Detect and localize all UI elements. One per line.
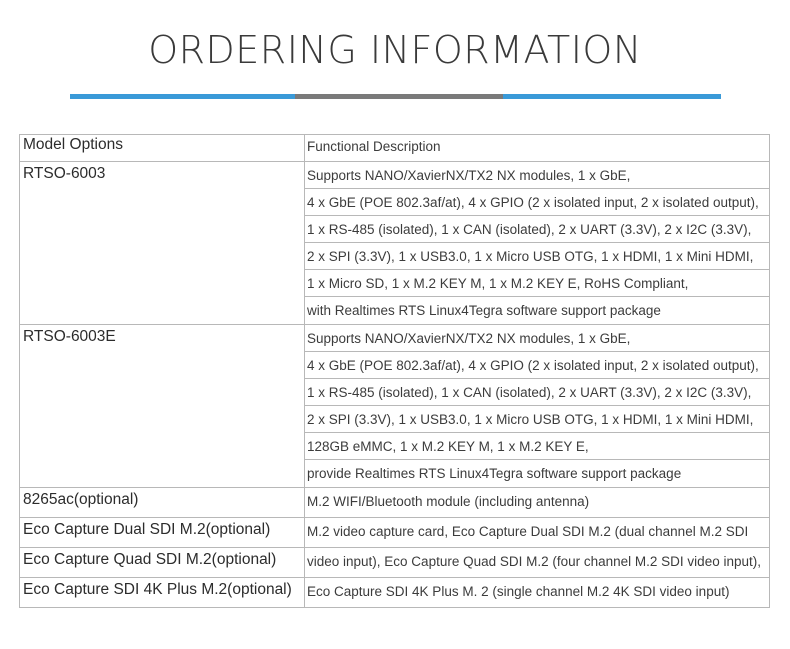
page-title: ORDERING INFORMATION xyxy=(148,28,642,72)
description-line: Supports NANO/XavierNX/TX2 NX modules, 1 x GbE, xyxy=(305,325,769,352)
description-line: 1 x Micro SD, 1 x M.2 KEY M, 1 x M.2 KEY E, RoHS Compliant, xyxy=(305,270,769,297)
description-cell xyxy=(305,548,770,578)
description-cell xyxy=(305,518,770,548)
description-line: 4 x GbE (POE 802.3af/at), 4 x GPIO (2 x isolated input, 2 x isolated output), xyxy=(305,189,769,216)
table-row xyxy=(20,325,770,488)
description-line: Supports NANO/XavierNX/TX2 NX modules, 1 x GbE, xyxy=(305,162,769,189)
description-line: Eco Capture SDI 4K Plus M. 2 (single channel M.2 4K SDI video input) xyxy=(307,584,730,599)
header-model-options: Model Options xyxy=(20,135,305,162)
model-cell: Eco Capture SDI 4K Plus M.2(optional) xyxy=(20,578,305,608)
model-cell: Eco Capture Dual SDI M.2(optional) xyxy=(20,518,305,548)
description-line: 1 x RS-485 (isolated), 1 x CAN (isolated), 2 x UART (3.3V), 2 x I2C (3.3V), xyxy=(305,216,769,243)
description-line: provide Realtimes RTS Linux4Tegra software support package xyxy=(307,466,682,481)
table-row xyxy=(20,488,770,518)
table-header-row xyxy=(20,135,770,162)
description-line: 2 x SPI (3.3V), 1 x USB3.0, 1 x Micro USB OTG, 1 x HDMI, 1 x Mini HDMI, xyxy=(305,406,769,433)
model-cell: 8265ac(optional) xyxy=(20,488,305,518)
title-underline-middle xyxy=(295,94,503,99)
description-cell xyxy=(305,325,770,488)
description-cell xyxy=(305,162,770,325)
title-underline-left xyxy=(70,94,295,99)
table-row xyxy=(20,162,770,325)
table-row xyxy=(20,578,770,608)
description-cell xyxy=(305,578,770,608)
description-line: M.2 WIFI/Bluetooth module (including antenna) xyxy=(307,494,590,509)
description-line: 4 x GbE (POE 802.3af/at), 4 x GPIO (2 x isolated input, 2 x isolated output), xyxy=(305,352,769,379)
description-line: M.2 video capture card, Eco Capture Dual SDI M.2 (dual channel M.2 SDI xyxy=(307,524,749,539)
table-row xyxy=(20,548,770,578)
table-row xyxy=(20,518,770,548)
description-line: 128GB eMMC, 1 x M.2 KEY M, 1 x M.2 KEY E, xyxy=(305,433,769,460)
description-line: 1 x RS-485 (isolated), 1 x CAN (isolated), 2 x UART (3.3V), 2 x I2C (3.3V), xyxy=(305,379,769,406)
description-line: with Realtimes RTS Linux4Tegra software support package xyxy=(307,303,661,318)
ordering-table xyxy=(19,134,770,608)
model-cell: RTSO-6003E xyxy=(20,325,305,488)
header-functional-description: Functional Description xyxy=(307,139,441,154)
description-cell xyxy=(305,488,770,518)
model-cell: Eco Capture Quad SDI M.2(optional) xyxy=(20,548,305,578)
description-line: 2 x SPI (3.3V), 1 x USB3.0, 1 x Micro USB OTG, 1 x HDMI, 1 x Mini HDMI, xyxy=(305,243,769,270)
title-underline-right xyxy=(503,94,721,99)
description-line: video input), Eco Capture Quad SDI M.2 (four channel M.2 SDI video input), xyxy=(307,554,761,569)
model-cell: RTSO-6003 xyxy=(20,162,305,325)
